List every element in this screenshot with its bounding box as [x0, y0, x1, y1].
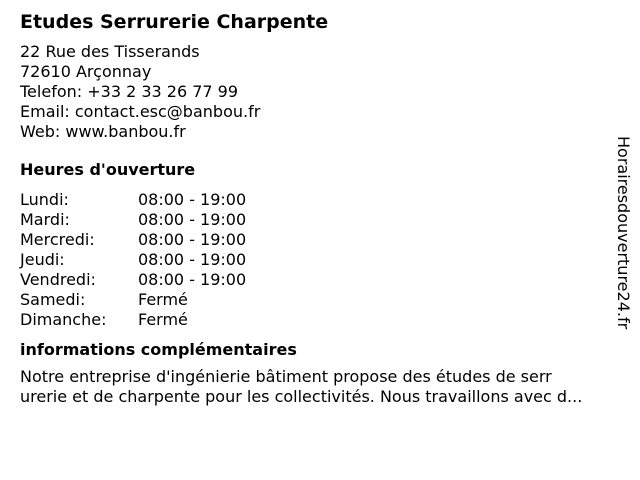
- web-line: Web: www.banbou.fr: [20, 122, 186, 141]
- day-label: Vendredi:: [20, 270, 96, 289]
- site-watermark: Horairesdouverture24.fr: [614, 136, 633, 330]
- address-street: 22 Rue des Tisserands: [20, 42, 200, 61]
- email-line: Email: contact.esc@banbou.fr: [20, 102, 261, 121]
- business-card: [20, 10, 632, 407]
- business-name: Etudes Serrurerie Charpente: [20, 11, 329, 33]
- day-hours: 08:00 - 19:00: [138, 210, 247, 229]
- opening-hours-table: [20, 190, 632, 330]
- opening-hours-title: Heures d'ouverture: [20, 160, 196, 179]
- day-label: Jeudi:: [20, 250, 65, 269]
- day-hours: 08:00 - 19:00: [138, 270, 247, 289]
- day-hours: 08:00 - 19:00: [138, 250, 247, 269]
- day-hours: 08:00 - 19:00: [138, 230, 247, 249]
- day-label: Mercredi:: [20, 230, 95, 249]
- hours-row-vendredi: [20, 270, 632, 290]
- hours-row-mardi: [20, 210, 632, 230]
- description-line-2: urerie et de charpente pour les collectivités. Nous travaillons avec d...: [20, 387, 583, 406]
- day-label: Lundi:: [20, 190, 69, 209]
- hours-row-jeudi: [20, 250, 632, 270]
- description-line-1: Notre entreprise d'ingénierie bâtiment propose des études de serr: [20, 367, 552, 386]
- address-city: 72610 Arçonnay: [20, 62, 152, 81]
- hours-row-dimanche: [20, 310, 632, 330]
- additional-info-title: informations complémentaires: [20, 340, 297, 359]
- day-label: Samedi:: [20, 290, 86, 309]
- phone-line: Telefon: +33 2 33 26 77 99: [20, 82, 239, 101]
- day-label: Dimanche:: [20, 310, 107, 329]
- hours-row-lundi: [20, 190, 632, 210]
- day-label: Mardi:: [20, 210, 70, 229]
- day-hours: 08:00 - 19:00: [138, 190, 247, 209]
- day-hours: Fermé: [138, 290, 188, 309]
- hours-row-samedi: [20, 290, 632, 310]
- day-hours: Fermé: [138, 310, 188, 329]
- description-text: [20, 367, 632, 407]
- hours-row-mercredi: [20, 230, 632, 250]
